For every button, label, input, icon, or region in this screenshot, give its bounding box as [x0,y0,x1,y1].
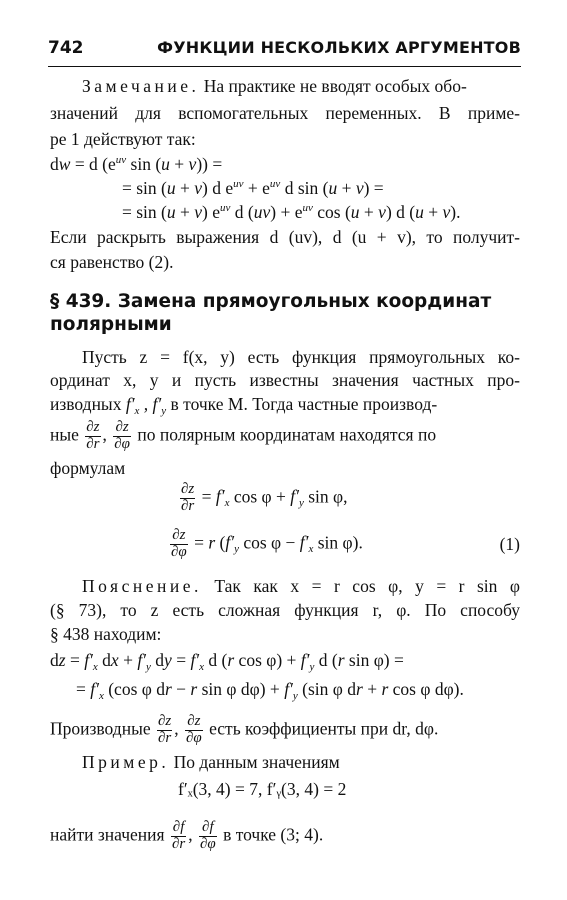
section-title-line-1: § 439. Замена прямоугольных координат [50,291,492,312]
body-line-4-start: ные [50,424,79,445]
example-values: f′ₓ(3, 4) = 7, f′ᵧ(3, 4) = 2 [178,779,347,799]
header-rule [48,66,521,67]
explanation-label: Пояснение. [82,576,202,596]
explanation-line-1 [82,576,520,597]
remark-line-3: ре 1 действуют так: [50,129,196,149]
explanation-line-3: § 438 находим: [50,624,162,644]
partial-fx-fy: $f'_x$ , $f'_y$ [125,394,167,417]
body-line-1: Пусть z = f(x, y) есть функция прямоугольных ко- [82,347,520,367]
fraction-dz-dr: $\frac{\partial z}{\partial r}$ [157,713,172,746]
remark-line-2: значений для вспомогательных переменных. В приме- [50,103,520,123]
example-text: По данным значениям [173,752,340,772]
fraction-df-dphi: $\frac{\partial f}{\partial\varphi}$ [199,819,216,852]
body-line-3-start: изводных [50,394,122,414]
page-number: 742 [48,38,84,58]
body-line-4: ные $\frac{\partial z}{\partial r}$ , $\frac{\partial z}{\partial\varphi}$ по полярным координатам находятся по [50,419,437,452]
explanation-text-1: Так как x = r cos φ, y = r sin φ [214,576,521,596]
fraction-dz-dphi: $\frac{\partial z}{\partial\varphi}$ [171,527,187,560]
fraction-dz-dphi: $\frac{\partial z}{\partial\varphi}$ [185,713,202,746]
remark-line-1 [82,76,467,97]
body-line-2: ординат x, y и пусть известны значения частных про- [50,370,520,390]
remark-line-4: Если раскрыть выражения d (uv), d (u + v), то получит- [50,227,520,247]
fraction-dz-dphi: $\frac{\partial z}{\partial\varphi}$ [114,419,130,452]
running-title: ФУНКЦИИ НЕСКОЛЬКИХ АРГУМЕНТОВ [157,38,521,57]
remark-text-1: На практике не вводят особых обо- [203,76,467,96]
equation-dw-line-3: = sin (u + v) $e^{uv}$ d $(uv) + e^{uv}$ cos (u + v) d (u + v). [122,202,461,222]
example-line [82,752,340,773]
derivatives-end: есть коэффициенты при dr, dφ. [209,718,439,739]
find-sentence: найти значения $\frac{\partial f}{\partial r}$ , $\frac{\partial f}{\partial\varphi}$ в точке (3; 4). [50,819,324,852]
body-line-3 [50,394,437,415]
derivatives-start: Производные [50,718,151,739]
fraction-dz-dr: $\frac{\partial z}{\partial r}$ [181,481,195,514]
fraction-dz-dr: $\frac{\partial z}{\partial r}$ [86,419,100,452]
body-line-3-end: в точке M. Тогда частные производ- [170,394,438,414]
equation-dz-line-2: = $f'_x$ (cos φ dr − r sin φ $d\varphi) + f'_y$ (sin φ dr + r cos φ dφ). [76,679,464,702]
equation-number: (1) [499,534,520,554]
derivatives-sentence: Производные $\frac{\partial z}{\partial r}$ , $\frac{\partial z}{\partial\varphi}$ есть коэффициенты при dr, dφ. [50,713,439,746]
body-line-4-end: по полярным координатам находятся по [137,424,437,445]
fraction-df-dr: $\frac{\partial f}{\partial r}$ [171,819,186,852]
formula-dz-dphi: $\frac{\partial z}{\partial\varphi}$ = r ($f'_y$ $\cos \varphi - f'_x$ sin φ). [171,527,363,560]
example-label: Пример. [82,752,170,772]
body-line-5: формулам [50,458,126,478]
remark-line-5: ся равенство (2). [50,252,174,272]
equation-dw-line-1: dw = d ($e^{uv}$ sin (u + v)) = [50,154,223,174]
formula-dz-dr: $\frac{\partial z}{\partial r}$ = $f'_x$ $\cos \varphi + f'_y$ sin φ, [181,481,348,514]
section-title-line-2: полярными [50,314,172,335]
find-start: найти значения [50,824,165,845]
equation-dw-line-2: = sin (u + v) d $e^{uv} + e^{uv}$ d sin (u + v) = [122,178,384,198]
explanation-line-2: (§ 73), то z есть сложная функция r, φ. По способу [50,600,520,620]
find-end: в точке (3; 4). [223,824,324,845]
remark-label: Замечание. [82,76,200,96]
equation-dz-line-1: dz = $f'_x$ dx + $f'_y$ dy = $f'_x$ d (r $\cos \varphi) + f'_y$ d (r sin φ) = [50,650,404,673]
